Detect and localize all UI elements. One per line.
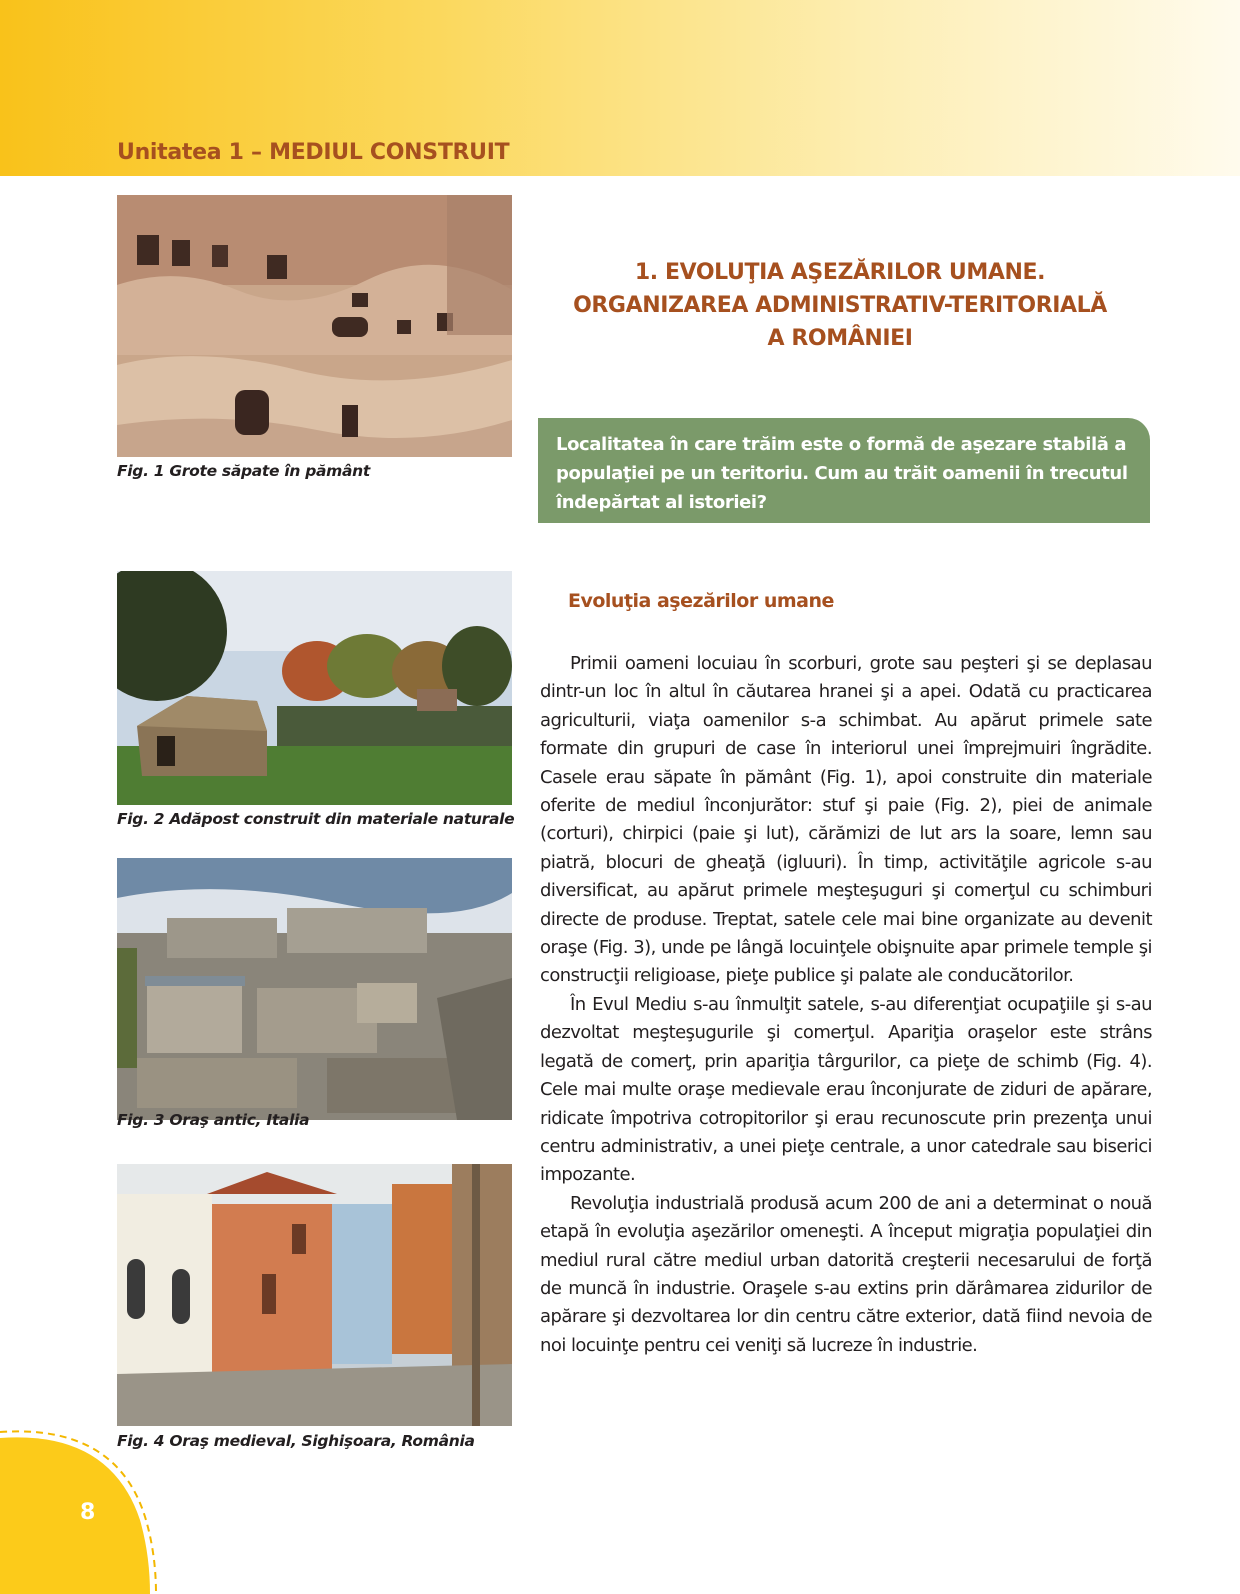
figure-2-caption: Fig. 2 Adăpost construit din materiale naturale — [117, 810, 515, 828]
figure-4-caption: Fig. 4 Oraş medieval, Sighişoara, România — [117, 1432, 475, 1450]
paragraph: În Evul Mediu s-au înmulţit satele, s-au diferenţiat ocupaţiile şi s-au dezvoltat meşteşugurile şi comerţul. Apariţia oraşelor este strâns legată de comerţ, prin apariţia târgurilor, ca pieţe de schimb (Fig. 4). Cele mai multe oraşe medievale erau înconjurate de ziduri de apărare, ridicate împotriva cotropitorilor şi erau recunoscute prin prezenţa unui centru administrativ, a unei pieţe centrale, a unor catedrale sau biserici impozante. — [540, 993, 1152, 1186]
chapter-title-line: ORGANIZAREA ADMINISTRATIV-TERITORIALĂ — [573, 293, 1107, 318]
section-heading: Evoluţia aşezărilor umane — [568, 590, 834, 612]
figure-2-image — [117, 571, 512, 805]
figure-3-image — [117, 858, 512, 1120]
unit-title: Unitatea 1 – MEDIUL CONSTRUIT — [117, 140, 510, 165]
figure-1-image — [117, 195, 512, 457]
paragraph: Primii oameni locuiau în scorburi, grote sau peşteri şi se deplasau dintr-un loc în altul în căutarea hranei şi a apei. Odată cu practicarea agriculturii, viaţa oamenilor s-a schimbat. Au apărut primele sate formate din grupuri de case în interiorul unei împrejmuiri îngrădite. Casele erau săpate în pământ (Fig. 1), apoi construite din materiale oferite de mediul înconjurător: stuf şi paie (Fig. 2), piei de animale (corturi), chirpici (paie şi lut), cărămizi de lut ars la soare, lemn sau piatră, blocuri de gheaţă (igluuri). În timp, activităţile agricole s-au diversificat, au apărut primele meşteşuguri şi comerţul cu schimburi directe de produse. Treptat, satele cele mai bine organizate au devenit oraşe (Fig. 3), unde pe lângă locuinţele obişnuite apar primele temple şi construcţii religioase, pieţe publice şi palate ale conducătorilor. — [540, 653, 1152, 987]
figure-1-caption: Fig. 1 Grote săpate în pământ — [117, 462, 371, 480]
page-number: 8 — [80, 1500, 96, 1525]
chapter-title-line: 1. EVOLUŢIA AŞEZĂRILOR UMANE. — [634, 260, 1046, 285]
intro-question-box: Localitatea în care trăim este o formă de aşezare stabilă a populaţiei pe un teritoriu. Cum au trăit oamenii în trecutul îndepărtat al istoriei? — [538, 418, 1150, 523]
body-text — [540, 650, 1152, 1360]
figure-3-caption: Fig. 3 Oraş antic, Italia — [117, 1111, 310, 1129]
chapter-title — [540, 256, 1140, 355]
chapter-title-line: A ROMÂNIEI — [767, 326, 913, 351]
figure-4-image — [117, 1164, 512, 1426]
paragraph: Revoluţia industrială produsă acum 200 de ani a determinat o nouă etapă în evoluţia aşezărilor omeneşti. A început migraţia populaţiei din mediul rural către mediul urban datorită creşterii necesarului de forţă de muncă în industrie. Oraşele s-au extins prin dărâmarea zidurilor de apărare şi dezvoltarea lor din centru către exterior, dată fiind nevoia de noi locuinţe pentru cei veniţi să lucreze în industrie. — [540, 1192, 1152, 1356]
